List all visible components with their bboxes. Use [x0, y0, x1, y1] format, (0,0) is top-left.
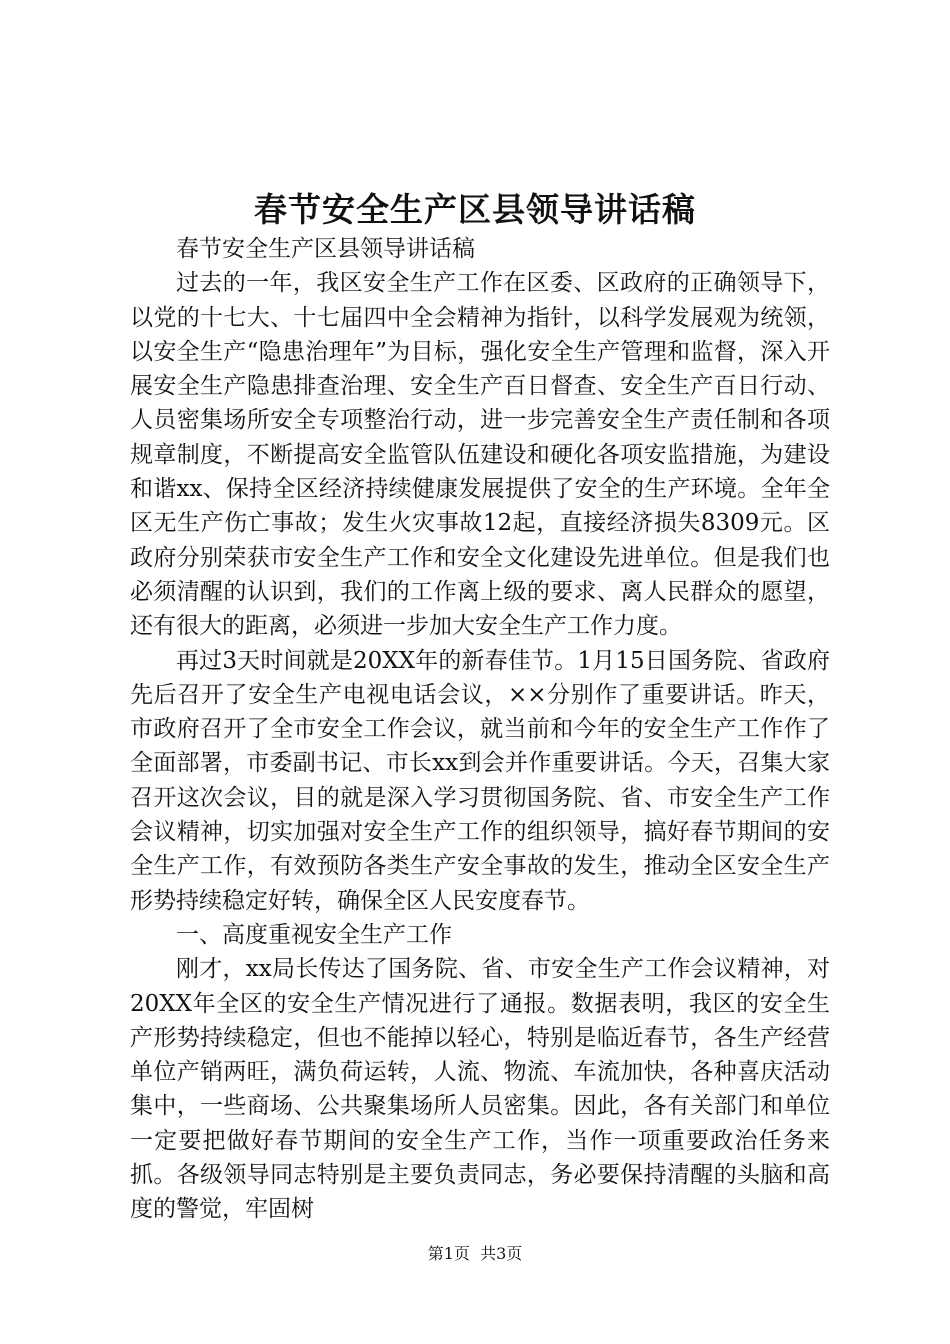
paragraph-past-year: 过去的一年，我区安全生产工作在区委、区政府的正确领导下，以党的十七大、十七届四中全会精神为指针，以科学发展观为统领，以安全生产“隐患治理年”为目标，强化安全生产管理和监督，深入开展安全生产隐患排查治理、安全生产百日督查、安全生产百日行动、人员密集场所安全专项整治行动，进一步完善安全生产责任制和各项规章制度，不断提高安全监管队伍建设和硬化各项安监措施，为建设和谐xx、保持全区经济持续健康发展提供了安全的生产环境。全年全区无生产伤亡事故；发生火灾事故12起，直接经济损失8309元。区政府分别荣获市安全生产工作和安全文化建设先进单位。但是我们也必须清醒的认识到，我们的工作离上级的要求、离人民群众的愿望，还有很大的距离，必须进一步加大安全生产工作力度。	[130, 270, 830, 640]
paragraph-section-1: 刚才，xx局长传达了国务院、省、市安全生产工作会议精神，对20XX年全区的安全生产情况进行了通报。数据表明，我区的安全生产形势持续稳定，但也不能掉以轻心，特别是临近春节，各生产经营单位产销两旺，满负荷运转，人流、物流、车流加快，各种喜庆活动集中，一些商场、公共聚集场所人员密集。因此，各有关部门和单位一定要把做好春节期间的安全生产工作，当作一项重要政治任务来抓。各级领导同志特别是主要负责同志，务必要保持清醒的头脑和高度的警觉，牢固树	[130, 956, 830, 1223]
section-heading-1: 一、高度重视安全生产工作	[176, 921, 452, 948]
paragraph-heading-repeat: 春节安全生产区县领导讲话稿	[176, 236, 475, 262]
document-body	[130, 232, 830, 1227]
document-title: 春节安全生产区县领导讲话稿	[254, 190, 696, 229]
page-footer	[0, 1239, 950, 1269]
paragraph-spring-festival: 再过3天时间就是20XX年的新春佳节。1月15日国务院、省政府先后召开了安全生产电视电话会议，××分别作了重要讲话。昨天，市政府召开了全市安全工作会议，就当前和今年的安全生产工作作了全面部署，市委副书记、市长xx到会并作重要讲话。今天，召集大家召开这次会议，目的就是深入学习贯彻国务院、省、市安全生产工作会议精神，切实加强对安全生产工作的组织领导，搞好春节期间的安全生产工作，有效预防各类生产安全事故的发生，推动全区安全生产形势持续稳定好转，确保全区人民安度春节。	[130, 647, 830, 914]
page-number: 第1页 共3页	[427, 1244, 523, 1263]
